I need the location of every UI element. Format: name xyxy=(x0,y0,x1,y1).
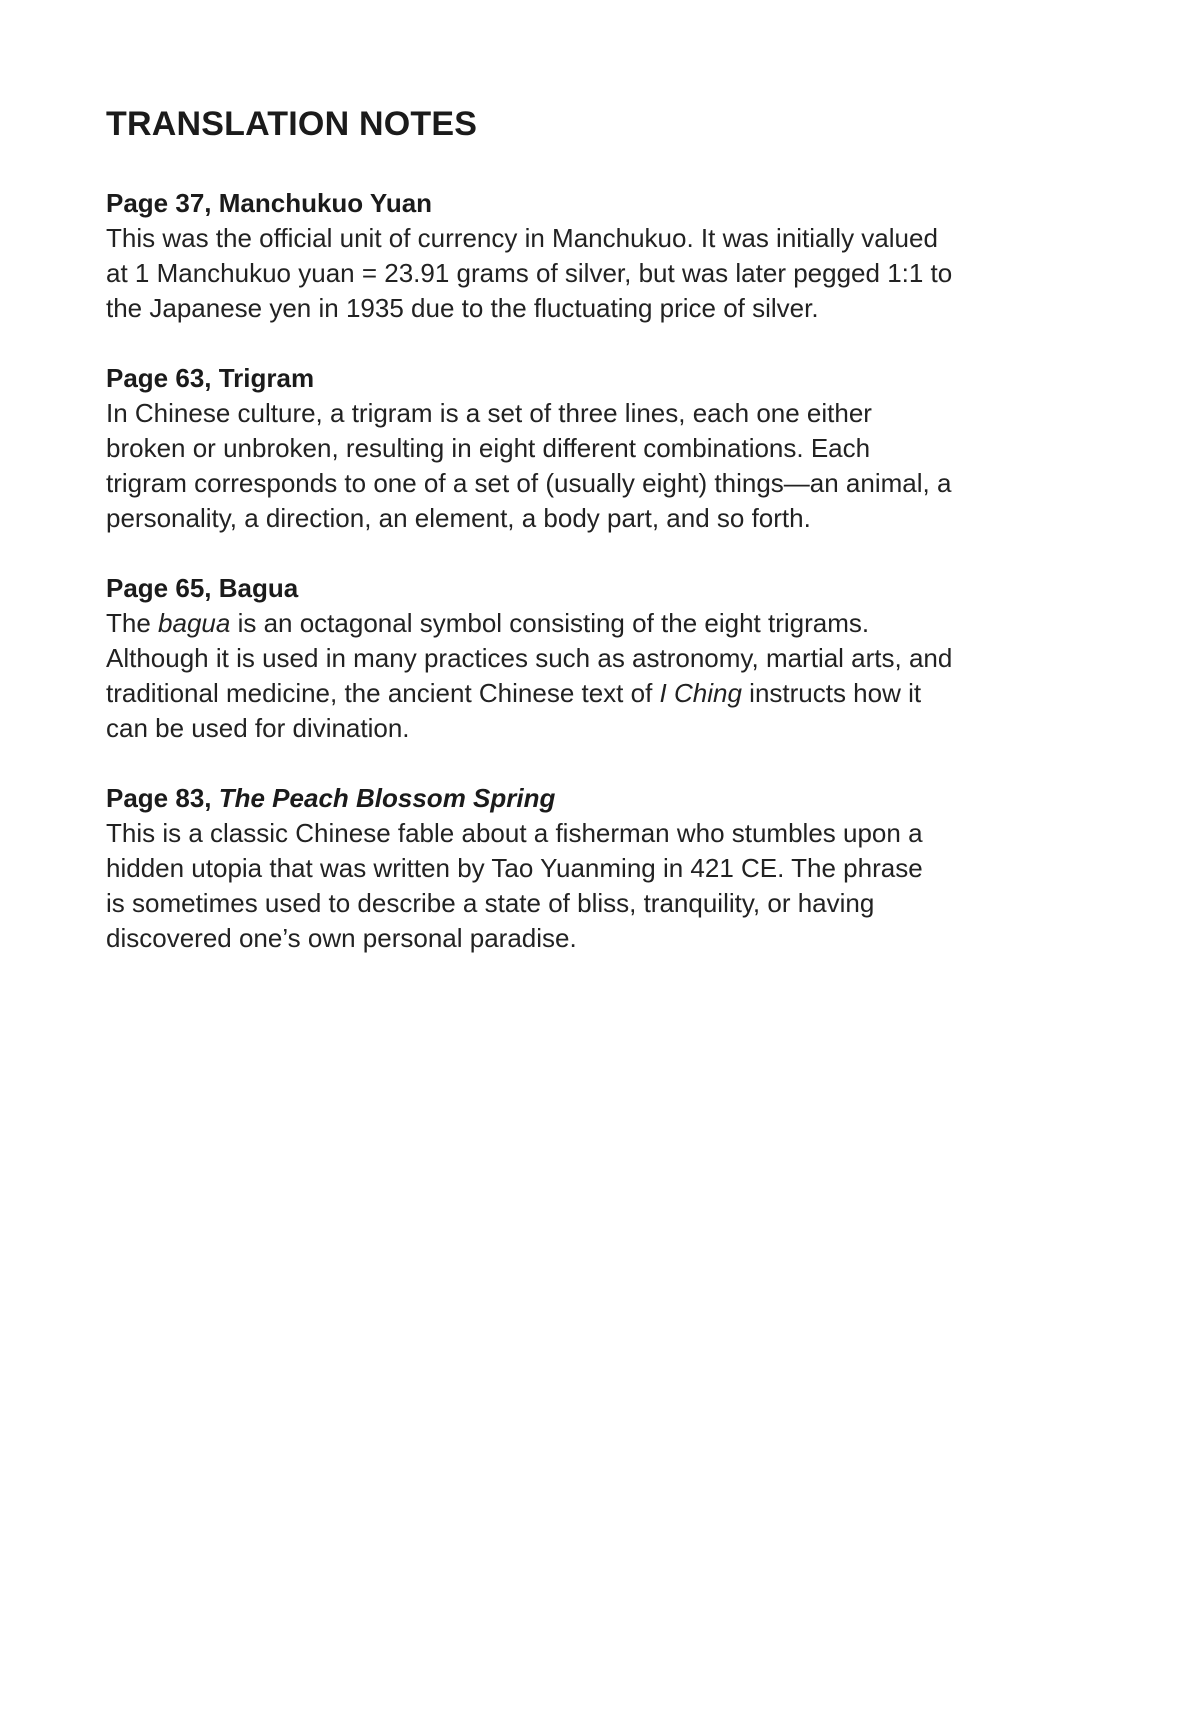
page-title: TRANSLATION NOTES xyxy=(106,105,478,143)
text-run: instructs how it xyxy=(741,678,922,708)
text-run: traditional medicine, the ancient Chinese text of xyxy=(106,678,660,708)
note-line: trigram corresponds to one of a set of (usually eight) things—an animal, a xyxy=(106,468,952,498)
italic-term: bagua xyxy=(158,608,231,638)
note-trigram xyxy=(106,361,1106,536)
note-line: In Chinese culture, a trigram is a set of three lines, each one either xyxy=(106,398,872,428)
note-body xyxy=(106,396,1106,536)
note-heading xyxy=(106,781,1106,816)
note-line: at 1 Manchukuo yuan = 23.91 grams of silver, but was later pegged 1:1 to xyxy=(106,258,953,288)
heading-italic-title: The Peach Blossom Spring xyxy=(218,783,556,813)
note-line: is sometimes used to describe a state of bliss, tranquility, or having xyxy=(106,888,875,918)
note-line: the Japanese yen in 1935 due to the fluctuating price of silver. xyxy=(106,293,819,323)
text-run: The xyxy=(106,608,159,638)
note-body xyxy=(106,606,1106,746)
text-run: is an octagonal symbol consisting of the eight trigrams. xyxy=(230,608,870,638)
note-heading: Page 37, Manchukuo Yuan xyxy=(106,188,433,218)
notes-list xyxy=(106,186,1106,956)
note-manchukuo-yuan xyxy=(106,186,1106,326)
note-line: broken or unbroken, resulting in eight different combinations. Each xyxy=(106,433,871,463)
note-peach-blossom-spring xyxy=(106,781,1106,956)
note-line: discovered one’s own personal paradise. xyxy=(106,923,577,953)
note-line: can be used for divination. xyxy=(106,713,410,743)
heading-prefix: Page 83, xyxy=(106,783,219,813)
note-heading: Page 63, Trigram xyxy=(106,363,315,393)
note-heading: Page 65, Bagua xyxy=(106,573,299,603)
italic-term: I Ching xyxy=(659,678,742,708)
document-page xyxy=(106,104,1106,991)
note-line xyxy=(106,676,1106,711)
note-bagua xyxy=(106,571,1106,746)
note-line: This is a classic Chinese fable about a fisherman who stumbles upon a xyxy=(106,818,923,848)
note-line: This was the official unit of currency in Manchukuo. It was initially valued xyxy=(106,223,938,253)
note-line: personality, a direction, an element, a body part, and so forth. xyxy=(106,503,811,533)
note-line: hidden utopia that was written by Tao Yuanming in 421 CE. The phrase xyxy=(106,853,923,883)
note-line xyxy=(106,606,1106,641)
note-body xyxy=(106,221,1106,326)
note-line: Although it is used in many practices such as astronomy, martial arts, and xyxy=(106,643,953,673)
note-body xyxy=(106,816,1106,956)
